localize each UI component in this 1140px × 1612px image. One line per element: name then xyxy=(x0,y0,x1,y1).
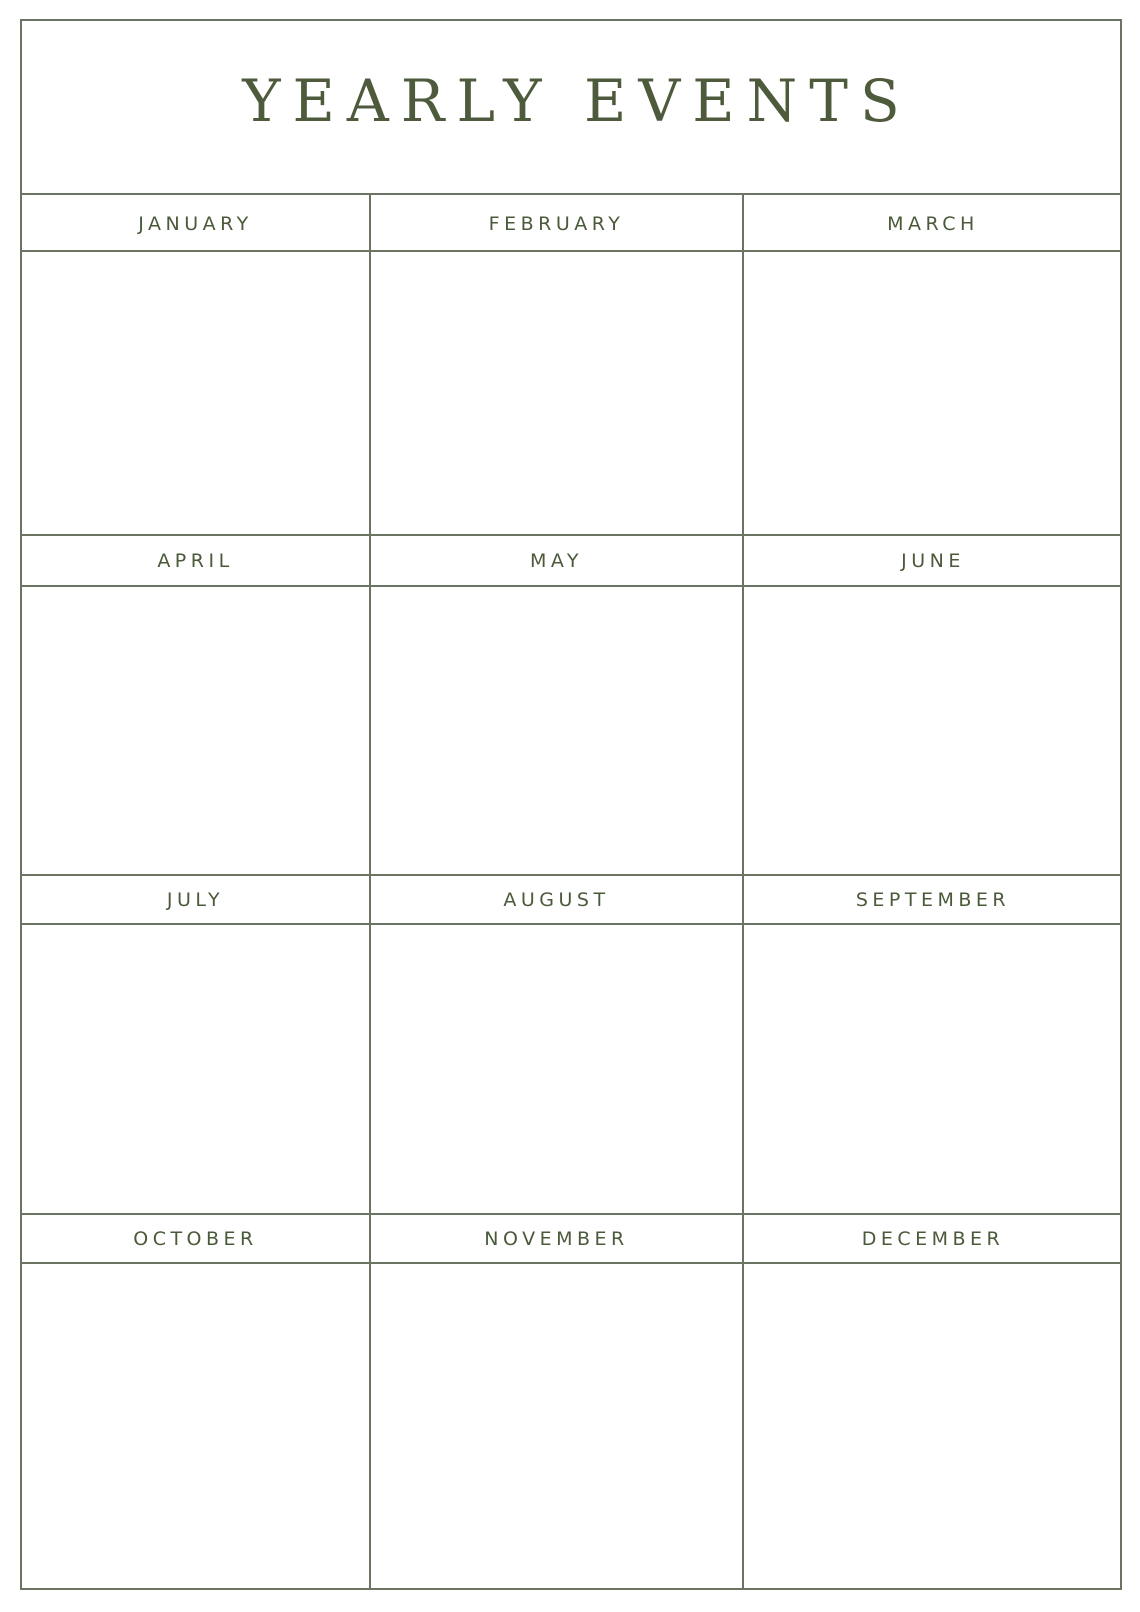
month-header-june: JUNE xyxy=(901,549,965,572)
month-header-march: MARCH xyxy=(887,213,979,235)
month-header-february: FEBRUARY xyxy=(488,213,625,235)
month-header-july: JULY xyxy=(166,889,225,911)
month-notes-march[interactable] xyxy=(744,252,1122,534)
month-header-may: MAY xyxy=(529,549,584,572)
month-notes-july[interactable] xyxy=(22,925,369,1213)
month-notes-april[interactable] xyxy=(22,587,369,874)
month-header-december: DECEMBER xyxy=(861,1228,1005,1250)
month-notes-august[interactable] xyxy=(371,925,742,1213)
month-notes-september[interactable] xyxy=(744,925,1122,1213)
planner-frame xyxy=(20,19,1122,1590)
months-grid xyxy=(22,195,1120,1588)
title-row xyxy=(22,21,1120,195)
month-notes-june[interactable] xyxy=(744,587,1122,874)
month-header-november: NOVEMBER xyxy=(484,1228,629,1250)
month-notes-october[interactable] xyxy=(22,1264,369,1588)
month-notes-may[interactable] xyxy=(371,587,742,874)
month-header-january: JANUARY xyxy=(138,213,253,235)
month-header-september: SEPTEMBER xyxy=(855,889,1011,911)
month-notes-december[interactable] xyxy=(744,1264,1122,1588)
month-notes-january[interactable] xyxy=(22,252,369,534)
page-title: YEARLY EVENTS xyxy=(242,67,912,135)
month-header-august: AUGUST xyxy=(503,889,610,911)
month-header-april: APRIL xyxy=(157,549,234,572)
month-header-october: OCTOBER xyxy=(133,1228,258,1250)
month-notes-november[interactable] xyxy=(371,1264,742,1588)
month-notes-february[interactable] xyxy=(371,252,742,534)
